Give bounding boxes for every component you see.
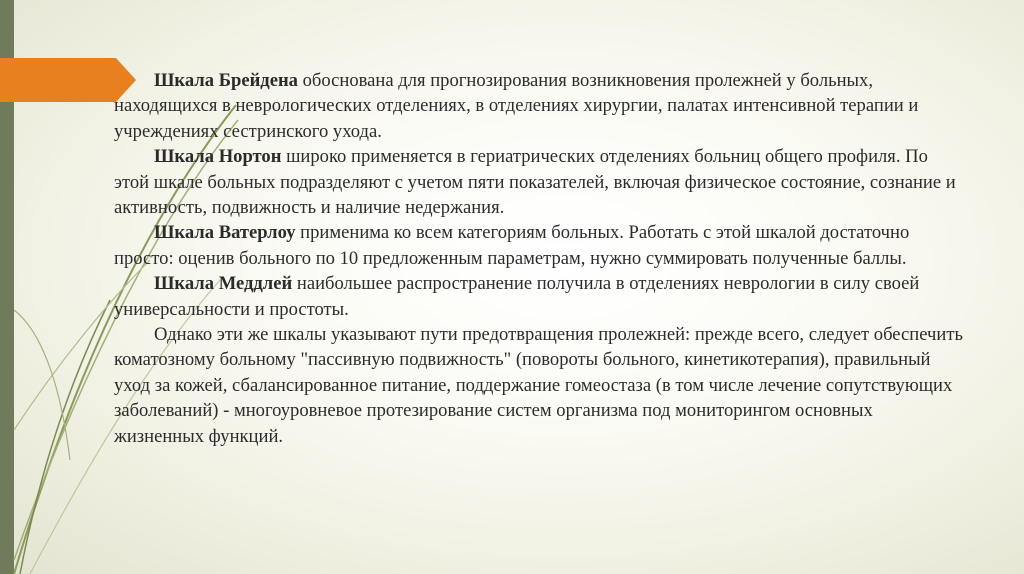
paragraph-braden-text: обоснована для прогнозирования возникновения пролежней у больных, находящихся в неврологических отделениях, в отделениях хирургии, палатах интенсивной терапии и учреждениях сестринского ухода. [114, 70, 919, 142]
paragraph-waterlow-text: применима ко всем категориям больных. Работать с этой шкалой достаточно просто: оценив больного по 10 предложенным параметрам, нужно суммировать полученные баллы. [114, 222, 910, 269]
term-medley-scale: Шкала Меддлей [154, 273, 293, 295]
paragraph-norton-scale [114, 144, 964, 220]
paragraph-norton-text: широко применяется в гериатрических отделениях больниц общего профиля. По этой шкале больных подразделяют с учетом пяти показателей, включая физическое состояние, сознание и активность, подвижность и наличие недержания. [114, 146, 956, 219]
paragraph-medley-text: наибольшее распространение получила в отделениях неврологии в силу своей универсальности и простоты. [114, 273, 920, 320]
term-braden-scale: Шкала Брейдена [154, 70, 298, 91]
paragraph-waterlow-scale [114, 220, 964, 271]
paragraph-prevention [114, 322, 964, 449]
paragraph-braden-scale [114, 68, 964, 144]
paragraph-prevention-text: Однако эти же шкалы указывают пути предотвращения пролежней: прежде всего, следует обеспечить коматозному больному "пассивную подвижность" (повороты больного, кинетикотерапия), правильный уход за кожей, сбалансированное питание, поддержание гомеостаза (в том числе лечение сопутствующих заболеваний) - многоуровневое протезирование систем организма под мониторингом основных жизненных функций. [114, 324, 963, 447]
term-norton-scale: Шкала Нортон [154, 146, 282, 168]
paragraph-medley-scale [114, 271, 964, 322]
slide-text-body [114, 68, 964, 449]
term-waterlow-scale: Шкала Ватерлоу [154, 222, 296, 244]
